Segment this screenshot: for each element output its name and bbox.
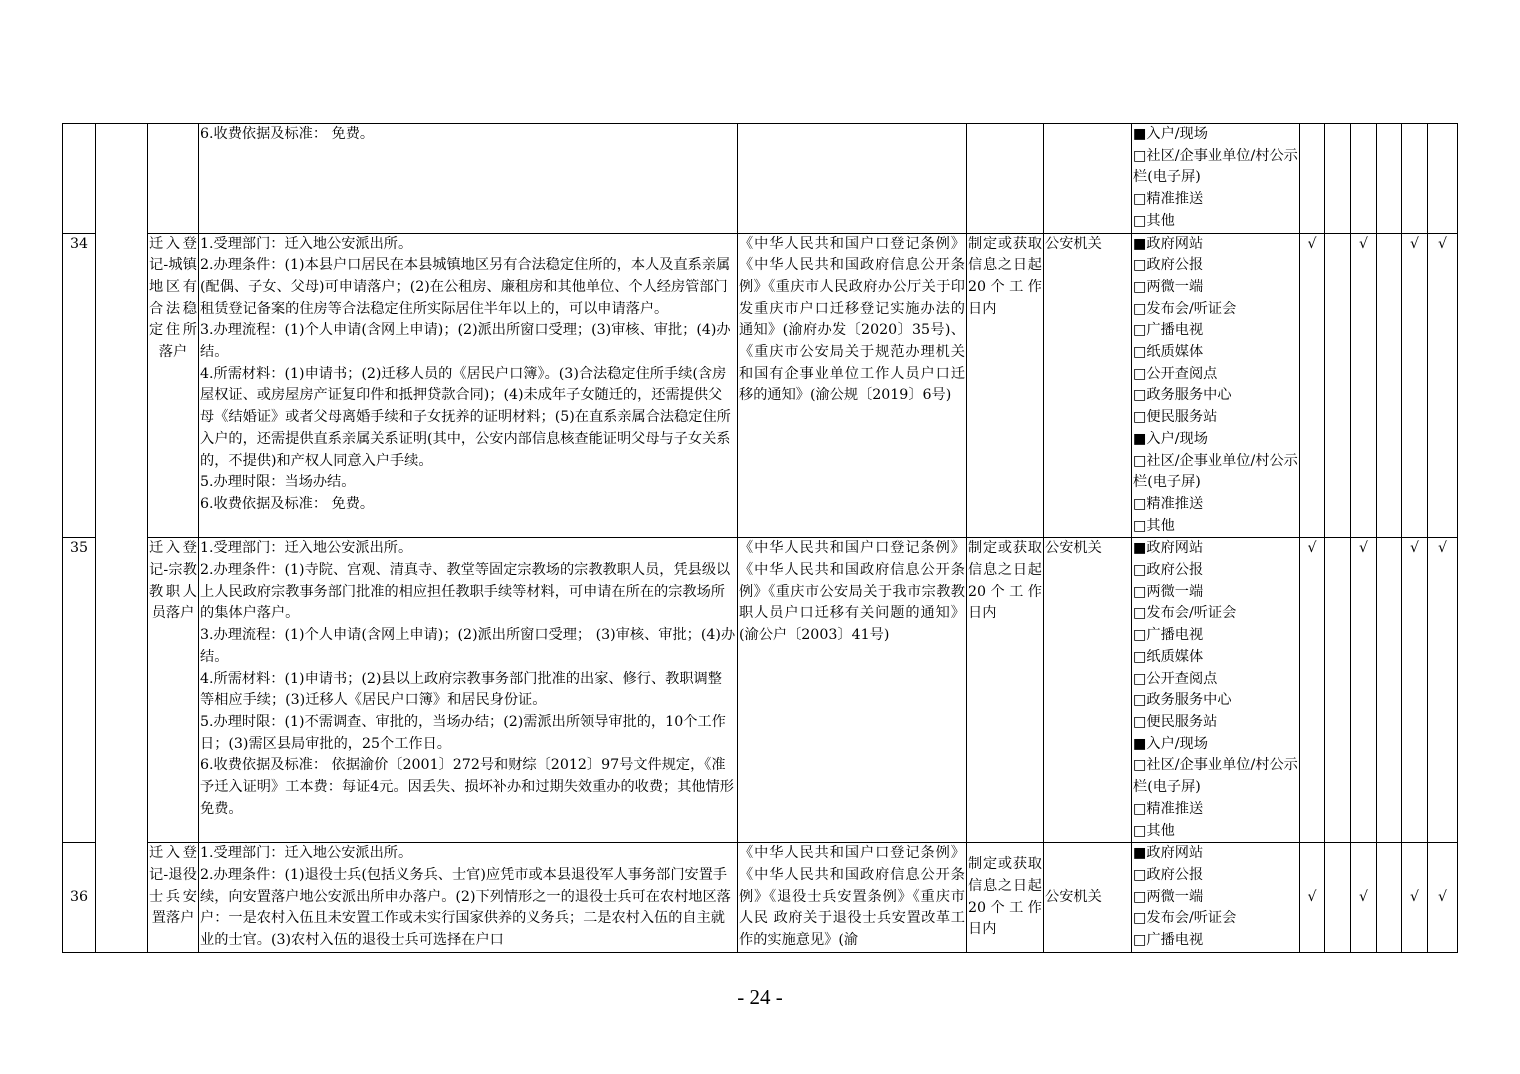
channel-item: □精准推送: [1133, 800, 1204, 817]
channels-cell: [1132, 124, 1300, 234]
check-mark: √: [1351, 538, 1377, 843]
check-mark: √: [1428, 843, 1458, 953]
check-mark: [1325, 843, 1351, 953]
table-row: [63, 843, 1458, 953]
channel-item: □便民服务站: [1133, 713, 1218, 730]
table-row: [63, 538, 1458, 843]
item-name: 迁入登记-宗教教职人员落户: [148, 538, 199, 843]
item-content: [199, 233, 738, 538]
time-limit: 制定或获取信息之日起20个工作日内: [967, 843, 1044, 953]
channel-item: □广播电视: [1133, 627, 1204, 644]
content-line: 5.办理时限：当场办结。: [200, 474, 356, 491]
channel-item: □政务服务中心: [1133, 387, 1232, 404]
row-number: 36: [63, 843, 96, 953]
check-mark: [1351, 124, 1377, 234]
content-line: 3.办理流程：(1)个人申请(含网上申请)；(2)派出所窗口受理；(3)审核、审批；(4)办结。: [200, 322, 731, 361]
row-number: 35: [63, 538, 96, 843]
channel-item: □政务服务中心: [1133, 692, 1232, 709]
item-name: 迁入登记-退役士兵安置落户: [148, 843, 199, 953]
check-mark: [1325, 124, 1351, 234]
content-line: 5.办理时限：(1)不需调查、审批的，当场办结；(2)需派出所领导审批的，10个工作日；(3)需区县局审批的，25个工作日。: [200, 713, 726, 752]
disclosure-table: [62, 123, 1458, 953]
agency: 公安机关: [1044, 233, 1132, 538]
channel-item: □便民服务站: [1133, 409, 1218, 426]
check-mark: [1325, 538, 1351, 843]
channel-item: ■政府网站: [1133, 845, 1204, 862]
channel-item: □两微一端: [1133, 888, 1204, 905]
channel-item: □公开查阅点: [1133, 670, 1218, 687]
check-mark: √: [1428, 538, 1458, 843]
channel-item: □社区/企事业单位/村公示栏(电子屏): [1133, 147, 1298, 186]
content-line: 6.收费依据及标准： 免费。: [200, 126, 375, 142]
check-mark: √: [1402, 843, 1428, 953]
content-line: 6.收费依据及标准： 免费。: [200, 495, 375, 512]
channels-cell: [1132, 233, 1300, 538]
channel-item: □社区/企事业单位/村公示栏(电子屏): [1133, 757, 1298, 796]
channel-item: □广播电视: [1133, 322, 1204, 339]
item-content: [199, 538, 738, 843]
check-mark: [1377, 124, 1402, 234]
channel-item: □政府公报: [1133, 867, 1204, 884]
check-mark: [1325, 233, 1351, 538]
channel-item: □两微一端: [1133, 278, 1204, 295]
check-mark: √: [1402, 233, 1428, 538]
check-mark: √: [1428, 233, 1458, 538]
channel-item: □其他: [1133, 517, 1175, 534]
table-row: [63, 233, 1458, 538]
item-name: 迁入登记-城镇地区有合法稳定住所落户: [148, 233, 199, 538]
legal-basis: [738, 124, 967, 234]
content-line: 1.受理部门：迁入地公安派出所。: [200, 845, 413, 862]
check-mark: [1377, 538, 1402, 843]
channel-item: □政府公报: [1133, 562, 1204, 579]
row-number: 34: [63, 233, 96, 538]
channel-item: ■入户/现场: [1133, 126, 1208, 142]
channel-item: ■政府网站: [1133, 235, 1204, 252]
row-number: [63, 124, 96, 234]
channels-cell: [1132, 843, 1300, 953]
time-limit: [967, 124, 1044, 234]
check-mark: [1402, 124, 1428, 234]
check-mark: √: [1300, 233, 1325, 538]
legal-basis: [738, 843, 967, 953]
content-line: 1.受理部门：迁入地公安派出所。: [200, 235, 413, 252]
channel-item: □发布会/听证会: [1133, 300, 1237, 317]
content-line: 2.办理条件：(1)本县户口居民在本县城镇地区另有合法稳定住所的，本人及直系亲属(配偶、子女、父母)可申请落户；(2)在公租房、廉租房和其他单位、个人经房管部门租赁登记备案的住房等合法稳定住所实际居住半年以上的，可以申请落户。: [200, 257, 731, 317]
channel-item: □发布会/听证会: [1133, 910, 1237, 927]
content-line: 4.所需材料：(1)申请书；(2)迁移人员的《居民户口簿》。(3)合法稳定住所手续(含房屋权证、或房屋房产证复印件和抵押贷款合同)；(4)未成年子女随迁的，还需提供父母《结婚证》或者父母离婚手续和子女抚养的证明材料；(5)在直系亲属合法稳定住所入户的，还需提供直系亲属关系证明(其中，公安内部信息核查能证明父母与子女关系的，不提供)和产权人同意入户手续。: [200, 365, 731, 469]
channel-item: □公开查阅点: [1133, 365, 1218, 382]
check-mark: [1377, 233, 1402, 538]
channel-item: ■政府网站: [1133, 540, 1204, 557]
item-content: [199, 124, 738, 234]
channel-item: ■入户/现场: [1133, 430, 1208, 447]
check-mark: √: [1351, 843, 1377, 953]
channel-item: □纸质媒体: [1133, 648, 1204, 665]
channel-item: □发布会/听证会: [1133, 605, 1237, 622]
table-row: [63, 124, 1458, 234]
agency: 公安机关: [1044, 843, 1132, 953]
channel-item: □精准推送: [1133, 191, 1204, 208]
content-line: 4.所需材料：(1)申请书；(2)县以上政府宗教事务部门批准的出家、修行、教职调整等相应手续；(3)迁移人《居民户口簿》和居民身份证。: [200, 670, 722, 709]
content-line: 3.办理流程：(1)个人申请(含网上申请)；(2)派出所窗口受理； (3)审核、审批；(4)办结。: [200, 627, 736, 665]
item-name: [148, 124, 199, 234]
item-content: [199, 843, 738, 953]
content-line: 6.收费依据及标准： 依据渝价〔2001〕272号和财综〔2012〕97号文件规定，《准予迁入证明》工本费：每证4元。因丢失、损坏补办和过期失效重办的收费；其他情形免费。: [200, 757, 734, 817]
agency: [1044, 124, 1132, 234]
legal-basis-text: 《中华人民共和国户口登记条例》《中华人民共和国政府信息公开条例》《退役士兵安置条例》《重庆市人民 政府关于退役士兵安置改革工作的实施意见》(渝: [739, 845, 965, 949]
channel-item: □精准推送: [1133, 495, 1204, 512]
content-line: 2.办理条件：(1)寺院、宫观、清真寺、教堂等固定宗教场的宗教教职人员，凭县级以上人民政府宗教事务部门批准的相应担任教职手续等材料，可申请在所在的宗教场所的集体户落户。: [200, 562, 731, 622]
time-limit: 制定或获取信息之日起20个工作日内: [967, 538, 1044, 843]
page-number: - 24 -: [737, 985, 783, 1009]
content-line: 2.办理条件：(1)退役士兵(包括义务兵、士官)应凭市或本县退役军人事务部门安置手续，向安置落户地公安派出所申办落户。(2)下列情形之一的退役士兵可在农村地区落户：一是农村入伍且未安置工作或未实行国家供养的义务兵；二是农村入伍的自主就业的士官。(3)农村入伍的退役士兵可选择在户口: [200, 867, 731, 949]
channel-item: □纸质媒体: [1133, 344, 1204, 361]
check-mark: [1428, 124, 1458, 234]
check-mark: √: [1300, 843, 1325, 953]
channel-item: □社区/企事业单位/村公示栏(电子屏): [1133, 452, 1298, 491]
channel-item: ■入户/现场: [1133, 735, 1208, 752]
legal-basis: 《中华人民共和国户口登记条例》《中华人民共和国政府信息公开条例》《重庆市公安局关于我市宗教教职人员户口迁移有关问题的通知》(渝公户〔2003〕41号): [738, 538, 967, 843]
check-mark: √: [1351, 233, 1377, 538]
channel-item: □其他: [1133, 822, 1175, 839]
legal-basis: 《中华人民共和国户口登记条例》《中华人民共和国政府信息公开条例》《重庆市人民政府办公厅关于印发重庆市户口迁移登记实施办法的通知》(渝府办发〔2020〕35号)、《重庆市公安局关于规范办理机关和国有企事业单位工作人员户口迁移的通知》(渝公规〔2019〕6号): [738, 233, 967, 538]
channels-cell: [1132, 538, 1300, 843]
check-mark: [1300, 124, 1325, 234]
channel-item: □广播电视: [1133, 932, 1204, 949]
check-mark: [1377, 843, 1402, 953]
time-limit: 制定或获取信息之日起20个工作日内: [967, 233, 1044, 538]
category-cell: [96, 124, 148, 953]
check-mark: √: [1300, 538, 1325, 843]
channel-item: □政府公报: [1133, 257, 1204, 274]
content-line: 1.受理部门：迁入地公安派出所。: [200, 540, 413, 557]
channel-item: □两微一端: [1133, 583, 1204, 600]
agency: 公安机关: [1044, 538, 1132, 843]
check-mark: √: [1402, 538, 1428, 843]
channel-item: □其他: [1133, 212, 1175, 229]
